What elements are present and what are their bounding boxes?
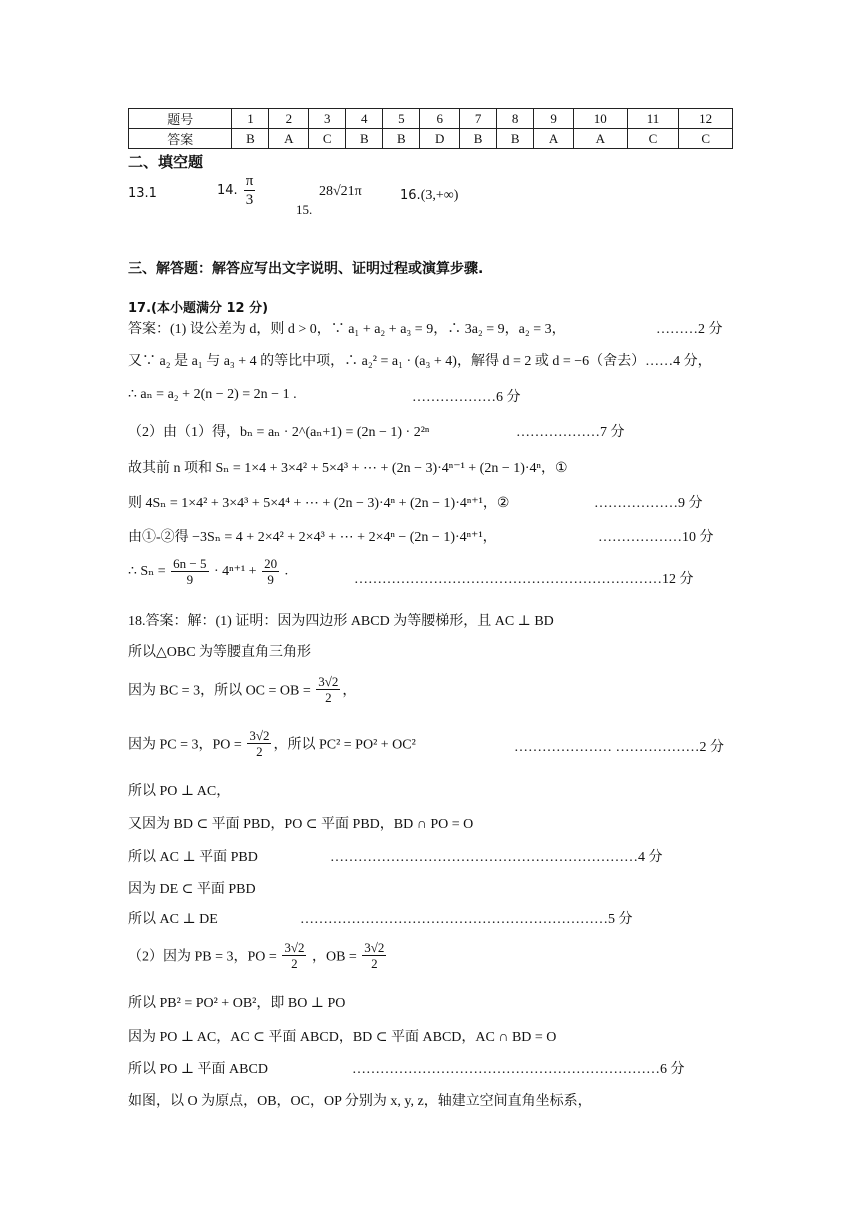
q17-line-1: 答案：(1) 设公差为 d，则 d > 0，∵ a₁ + a₂ + a₃ = 9，∴ 3a₂ = 9，a₂ = 3， (128, 322, 566, 337)
q17-line-1-score: ………2 分 (656, 322, 723, 337)
table-cell: C (627, 129, 679, 149)
q18-line-8: 因为 DE ⊂ 平面 PBD (128, 882, 256, 897)
q15-value: 28√21π (319, 184, 362, 199)
table-cell: A (269, 129, 309, 149)
q17-line-4-score: ………………7 分 (516, 425, 625, 440)
table-cell: 5 (383, 109, 420, 129)
table-cell: A (534, 129, 574, 149)
table-cell: 7 (460, 109, 497, 129)
q18-line-9: 所以 AC ⊥ DE (128, 912, 218, 927)
answer-table-number-row (129, 109, 733, 129)
table-cell: 2 (269, 109, 309, 129)
q18-line-10: （2）因为 PB = 3，PO = $\frac{3√2}{2}$ ，OB = $\frac{3√2}{2}$ (128, 940, 385, 971)
table-cell: 6 (420, 109, 460, 129)
fraction: $\frac{3√2}{2}$ (284, 940, 305, 971)
table-cell: 11 (627, 109, 679, 129)
q18-line-3: 因为 BC = 3，所以 OC = OB = $\frac{3√2}{2}$ ， (128, 674, 357, 705)
fraction: $\frac{3√2}{2}$ (318, 674, 339, 705)
table-cell: 12 (679, 109, 733, 129)
q14-fraction: $\frac{\pi}{3}$ (245, 173, 254, 208)
table-cell: 1 (232, 109, 269, 129)
q17-line-3: ∴ aₙ = a₂ + 2(n − 2) = 2n − 1 . (128, 387, 297, 402)
q18-line-2: 所以△OBC 为等腰直角三角形 (128, 645, 312, 660)
q18-line-9-score: …………………………………………………………5 分 (300, 912, 633, 927)
q17-line-8: ∴ Sₙ = $\frac{6n - 5}{9}$ · 4ⁿ⁺¹ + $\frac{20}{9}$ . (128, 556, 289, 587)
q17-line-4: （2）由（1）得，bₙ = aₙ · 2^(aₙ+1) = (2n − 1) · 2²ⁿ (128, 425, 430, 440)
q18-line-14: 如图，以 O 为原点，OB，OC，OP 分别为 x, y, z，轴建立空间直角坐标系， (128, 1094, 592, 1109)
table-cell: 3 (309, 109, 346, 129)
q18-line-1: 18.答案：解：(1) 证明：因为四边形 ABCD 为等腰梯形，且 AC ⊥ BD (128, 614, 554, 629)
table-cell: B (460, 129, 497, 149)
table-row-label: 题号 (129, 109, 232, 129)
q18-line-4: 因为 PC = 3，PO = $\frac{3√2}{2}$ ，所以 PC² = PO² + OC² (128, 728, 416, 759)
table-row-label: 答案 (129, 129, 232, 149)
q17-line-8-score: …………………………………………………………12 分 (354, 572, 694, 587)
q18-line-5: 所以 PO ⊥ AC， (128, 784, 231, 799)
q18-line-6: 又因为 BD ⊂ 平面 PBD，PO ⊂ 平面 PBD，BD ∩ PO = O (128, 817, 474, 832)
section-heading-solutions: 三、解答题：解答应写出文字说明、证明过程或演算步骤. (128, 261, 484, 277)
table-cell: B (346, 129, 383, 149)
q18-line-4-score: ………………… ………………2 分 (514, 740, 724, 755)
q18-line-13-score: …………………………………………………………6 分 (352, 1062, 685, 1077)
table-cell: B (232, 129, 269, 149)
table-cell: C (309, 129, 346, 149)
q17-line-7: 由①-②得 −3Sₙ = 4 + 2×4² + 2×4³ + ⋯ + 2×4ⁿ − (2n − 1)·4ⁿ⁺¹， (128, 530, 497, 545)
table-cell: 9 (534, 109, 574, 129)
table-cell: A (573, 129, 627, 149)
q16-value: (3,+∞) (420, 188, 459, 203)
table-cell: B (497, 129, 534, 149)
q14-answer (217, 172, 257, 209)
q18-line-7-score: …………………………………………………………4 分 (330, 850, 663, 865)
table-cell: 10 (573, 109, 627, 129)
table-cell: C (679, 129, 733, 149)
fraction: $\frac{6n - 5}{9}$ (173, 556, 207, 587)
q17-line-5: 故其前 n 项和 Sₙ = 1×4 + 3×4² + 5×4³ + ⋯ + (2n − 3)·4ⁿ⁻¹ + (2n − 1)·4ⁿ，① (128, 461, 568, 476)
q17-line-3-score: ………………6 分 (412, 390, 521, 405)
q18-line-13: 所以 PO ⊥ 平面 ABCD (128, 1062, 268, 1077)
q17-line-2: 又∵ a₂ 是 a₁ 与 a₃ + 4 的等比中项，∴ a₂² = a₁ · (a₃ + 4)，解得 d = 2 或 d = −6（舍去）……4 分， (128, 354, 712, 369)
fraction: $\frac{3√2}{2}$ (249, 728, 270, 759)
q13-answer: 13.1 (128, 186, 157, 201)
q18-line-12: 因为 PO ⊥ AC，AC ⊂ 平面 ABCD，BD ⊂ 平面 ABCD，AC ∩ BD = O (128, 1030, 557, 1045)
table-cell: 4 (346, 109, 383, 129)
q17-title: 17.(本小题满分 12 分) (128, 301, 269, 316)
q18-line-7: 所以 AC ⊥ 平面 PBD (128, 850, 258, 865)
q17-line-6-score: ………………9 分 (594, 496, 703, 511)
q15-label: 15. (296, 202, 313, 217)
table-cell: B (383, 129, 420, 149)
q16-answer (400, 186, 458, 204)
table-cell: D (420, 129, 460, 149)
q17-line-6: 则 4Sₙ = 1×4² + 3×4³ + 5×4⁴ + ⋯ + (2n − 3)·4ⁿ + (2n − 1)·4ⁿ⁺¹，② (128, 496, 510, 511)
fraction: $\frac{3√2}{2}$ (364, 940, 385, 971)
q14-label: 14. (217, 183, 238, 198)
answer-table-answer-row (129, 129, 733, 149)
section-heading-fill-blank: 二、填空题 (128, 153, 204, 171)
q16-label: 16. (400, 188, 421, 203)
q18-line-11: 所以 PB² = PO² + OB²，即 BO ⊥ PO (128, 996, 346, 1011)
fraction: $\frac{20}{9}$ (264, 556, 278, 587)
answer-table (128, 108, 733, 149)
table-cell: 8 (497, 109, 534, 129)
q17-line-7-score: ………………10 分 (598, 530, 714, 545)
